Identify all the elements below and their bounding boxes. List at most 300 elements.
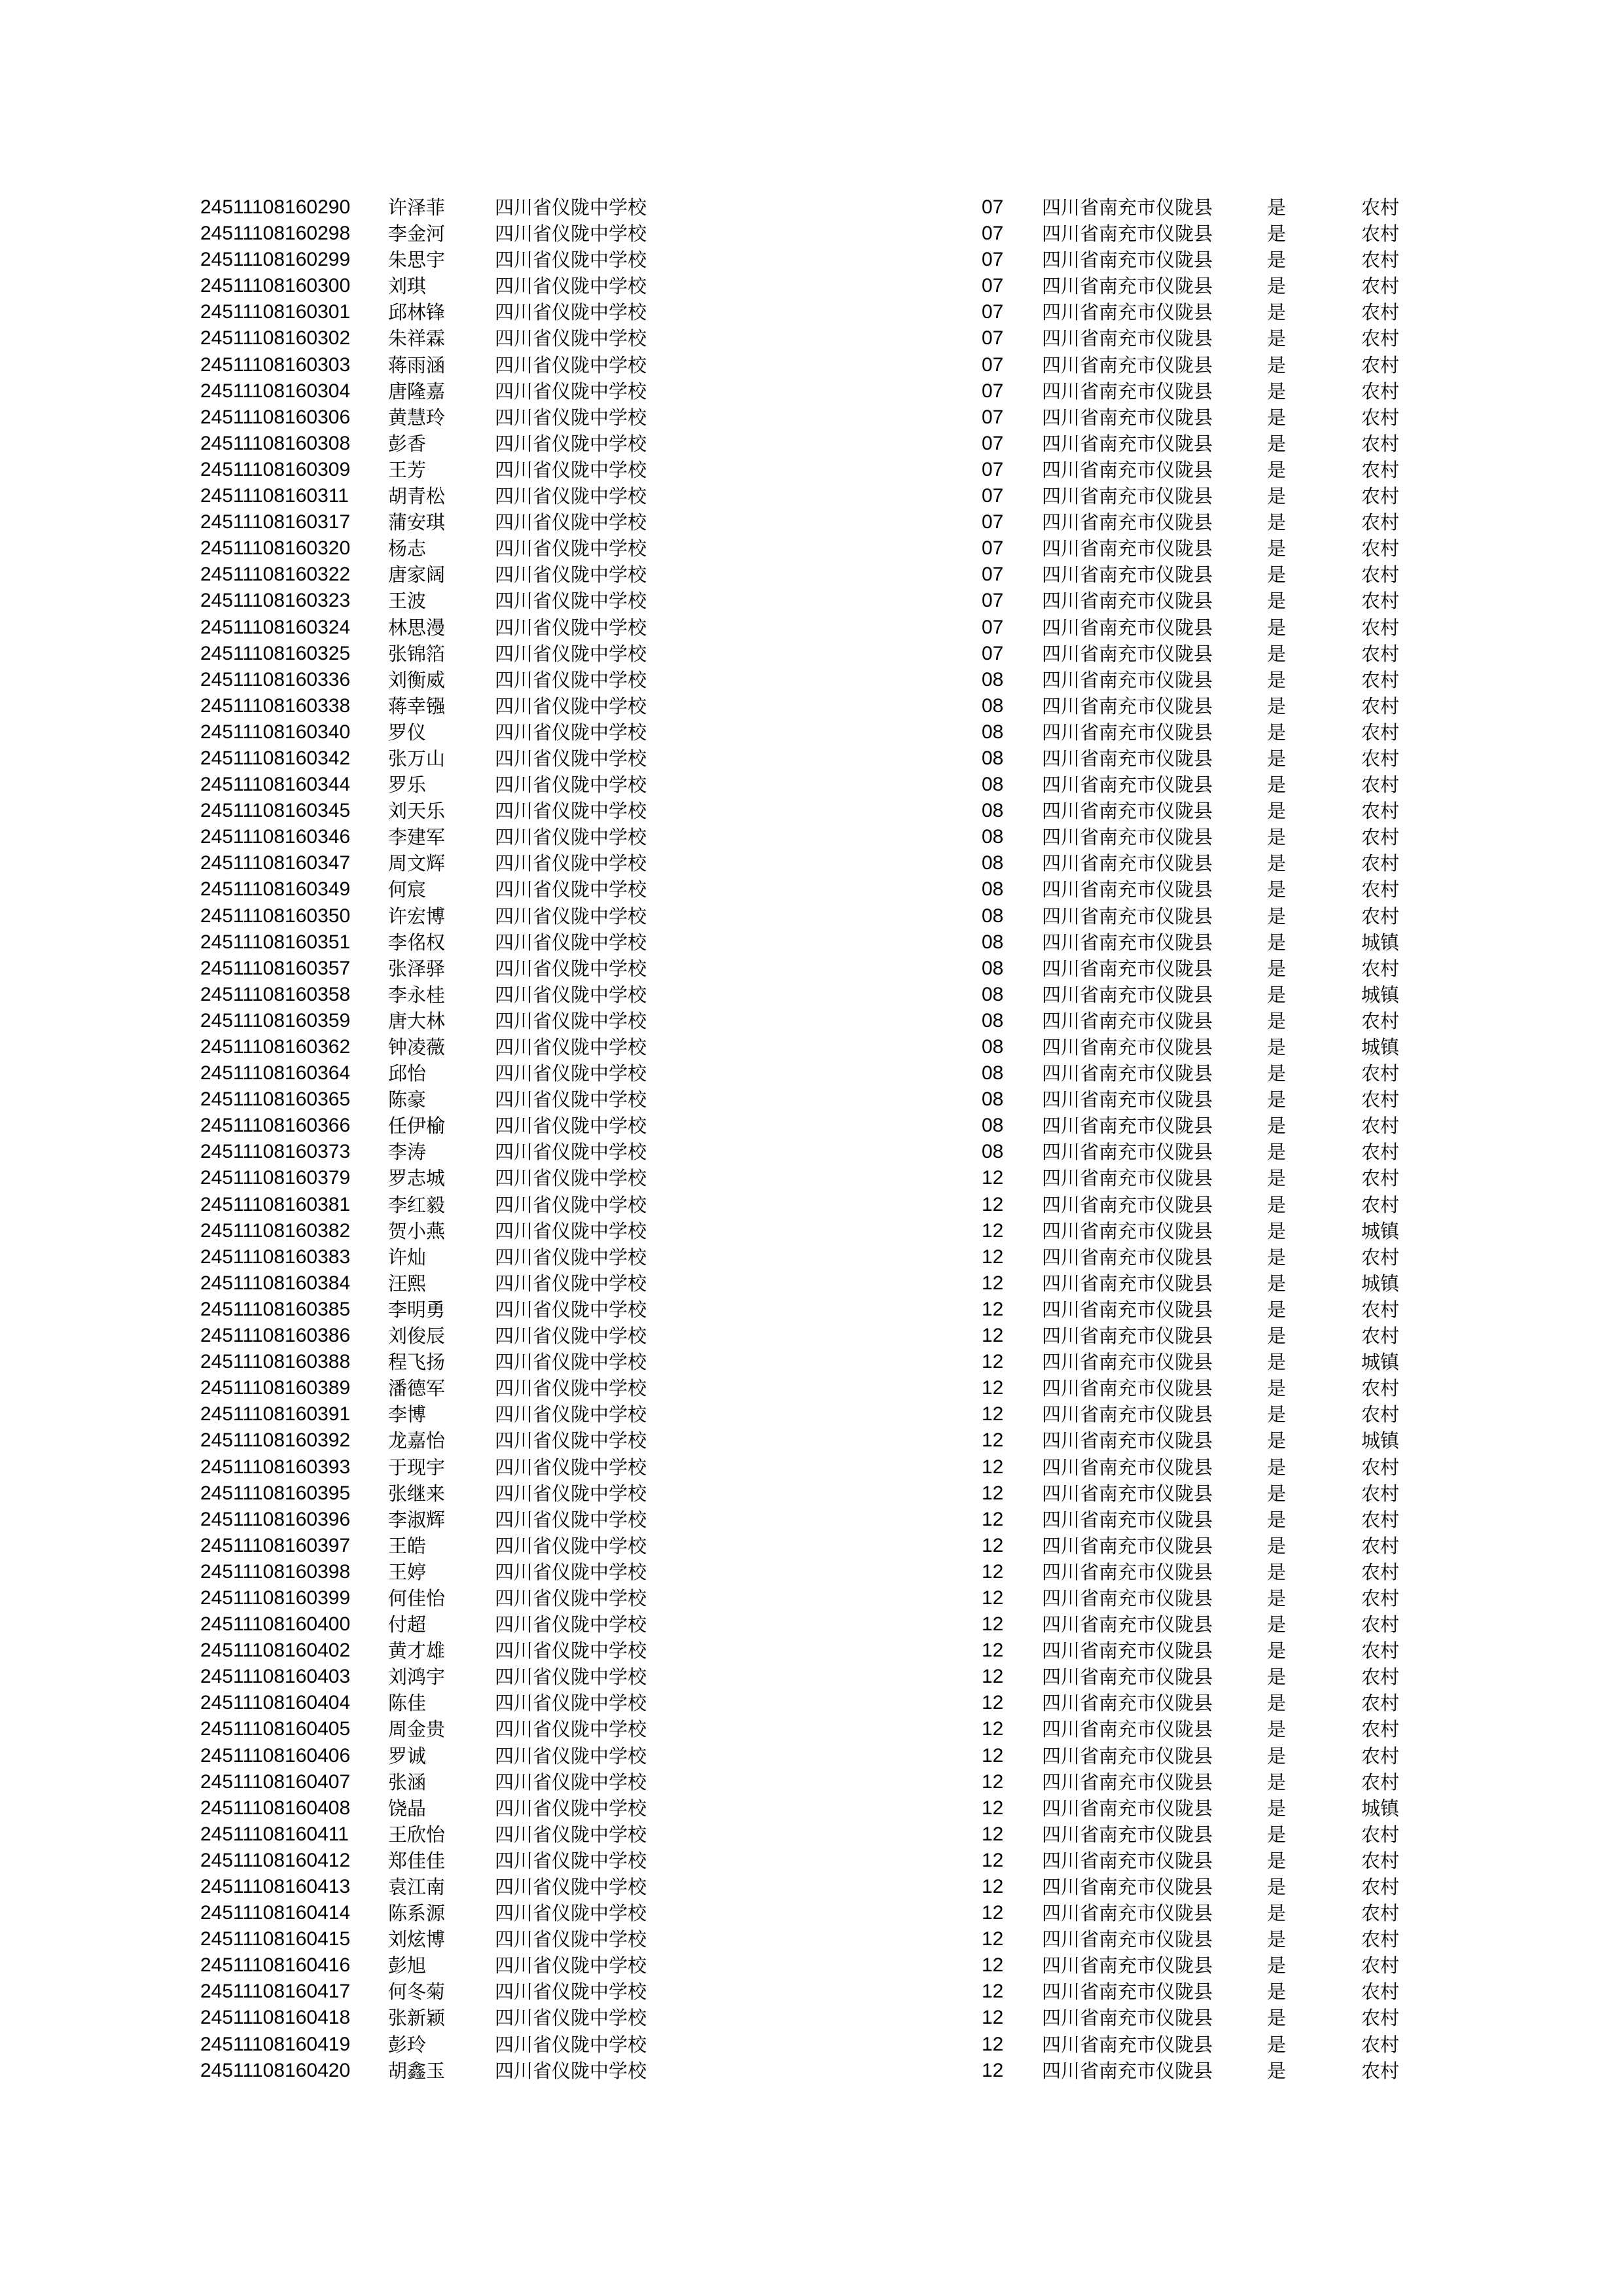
flag-cell: 是 — [1267, 1377, 1287, 1400]
exam-id-cell: 24511108160302 — [200, 327, 351, 350]
flag-cell: 是 — [1267, 826, 1287, 849]
table-row — [0, 1769, 1623, 1795]
class-code-cell: 12 — [982, 1823, 1004, 1845]
residence-type-cell: 农村 — [1361, 590, 1400, 613]
flag-cell: 是 — [1267, 1560, 1287, 1583]
exam-id-cell: 24511108160298 — [200, 223, 351, 245]
residence-type-cell: 农村 — [1361, 747, 1400, 770]
table-row — [0, 1060, 1623, 1086]
residence-type-cell: 农村 — [1361, 223, 1400, 245]
exam-id-cell: 24511108160389 — [200, 1377, 351, 1399]
exam-id-cell: 24511108160325 — [200, 642, 351, 664]
flag-cell: 是 — [1267, 511, 1287, 534]
student-name-cell: 潘德军 — [388, 1377, 446, 1400]
region-cell: 四川省南充市仪陇县 — [1042, 852, 1213, 875]
region-cell: 四川省南充市仪陇县 — [1042, 196, 1213, 219]
residence-type-cell: 农村 — [1361, 1744, 1400, 1767]
flag-cell: 是 — [1267, 1613, 1287, 1636]
school-cell: 四川省仪陇中学校 — [495, 1141, 647, 1164]
exam-id-cell: 24511108160303 — [200, 353, 351, 376]
class-code-cell: 08 — [982, 1115, 1004, 1137]
school-cell: 四川省仪陇中学校 — [495, 511, 647, 534]
region-cell: 四川省南充市仪陇县 — [1042, 1508, 1213, 1531]
exam-id-cell: 24511108160304 — [200, 380, 351, 402]
exam-id-cell: 24511108160300 — [200, 275, 351, 297]
exam-id-cell: 24511108160391 — [200, 1403, 351, 1426]
table-row — [0, 1979, 1623, 2005]
student-name-cell: 唐隆嘉 — [388, 380, 446, 403]
table-row — [0, 1218, 1623, 1244]
residence-type-cell: 农村 — [1361, 1193, 1400, 1216]
exam-id-cell: 24511108160379 — [200, 1167, 351, 1189]
school-cell: 四川省仪陇中学校 — [495, 1167, 647, 1190]
school-cell: 四川省仪陇中学校 — [495, 1272, 647, 1295]
exam-id-cell: 24511108160399 — [200, 1587, 351, 1609]
residence-type-cell: 农村 — [1361, 1534, 1400, 1557]
class-code-cell: 07 — [982, 353, 1004, 376]
region-cell: 四川省南充市仪陇县 — [1042, 747, 1213, 770]
region-cell: 四川省南充市仪陇县 — [1042, 800, 1213, 823]
residence-type-cell: 农村 — [1361, 1246, 1400, 1268]
class-code-cell: 12 — [982, 1482, 1004, 1504]
residence-type-cell: 农村 — [1361, 616, 1400, 639]
class-code-cell: 08 — [982, 721, 1004, 743]
region-cell: 四川省南充市仪陇县 — [1042, 1849, 1213, 1872]
school-cell: 四川省仪陇中学校 — [495, 1981, 647, 2003]
class-code-cell: 08 — [982, 1062, 1004, 1085]
class-code-cell: 07 — [982, 275, 1004, 297]
flag-cell: 是 — [1267, 852, 1287, 875]
school-cell: 四川省仪陇中学校 — [495, 249, 647, 272]
exam-id-cell: 24511108160418 — [200, 2007, 351, 2029]
flag-cell: 是 — [1267, 905, 1287, 927]
table-row — [0, 378, 1623, 404]
residence-type-cell: 农村 — [1361, 1377, 1400, 1400]
exam-id-cell: 24511108160362 — [200, 1036, 351, 1058]
residence-type-cell: 农村 — [1361, 511, 1400, 534]
exam-id-cell: 24511108160324 — [200, 616, 351, 638]
region-cell: 四川省南充市仪陇县 — [1042, 485, 1213, 508]
exam-id-cell: 24511108160381 — [200, 1193, 351, 1215]
class-code-cell: 12 — [982, 1849, 1004, 1871]
school-cell: 四川省仪陇中学校 — [495, 1928, 647, 1951]
table-row — [0, 1585, 1623, 1611]
school-cell: 四川省仪陇中学校 — [495, 1692, 647, 1715]
class-code-cell: 07 — [982, 642, 1004, 664]
class-code-cell: 08 — [982, 905, 1004, 927]
exam-id-cell: 24511108160364 — [200, 1062, 351, 1085]
class-code-cell: 08 — [982, 800, 1004, 822]
exam-id-cell: 24511108160344 — [200, 774, 351, 796]
residence-type-cell: 农村 — [1361, 1954, 1400, 1977]
student-name-cell: 袁江南 — [388, 1876, 446, 1898]
class-code-cell: 12 — [982, 1246, 1004, 1268]
residence-type-cell: 城镇 — [1361, 1036, 1400, 1058]
record-table — [0, 194, 1623, 2084]
school-cell: 四川省仪陇中学校 — [495, 406, 647, 429]
table-row — [0, 1034, 1623, 1060]
student-name-cell: 何冬菊 — [388, 1981, 446, 2003]
residence-type-cell: 农村 — [1361, 1325, 1400, 1348]
exam-id-cell: 24511108160345 — [200, 800, 351, 822]
exam-id-cell: 24511108160413 — [200, 1876, 351, 1897]
table-row — [0, 1926, 1623, 1952]
region-cell: 四川省南充市仪陇县 — [1042, 1298, 1213, 1321]
school-cell: 四川省仪陇中学校 — [495, 957, 647, 980]
flag-cell: 是 — [1267, 1062, 1287, 1085]
flag-cell: 是 — [1267, 1403, 1287, 1426]
flag-cell: 是 — [1267, 1981, 1287, 2003]
student-name-cell: 刘衡威 — [388, 668, 446, 691]
exam-id-cell: 24511108160395 — [200, 1482, 351, 1504]
region-cell: 四川省南充市仪陇县 — [1042, 1640, 1213, 1662]
class-code-cell: 07 — [982, 406, 1004, 428]
flag-cell: 是 — [1267, 774, 1287, 797]
flag-cell: 是 — [1267, 2033, 1287, 2056]
exam-id-cell: 24511108160416 — [200, 1954, 351, 1977]
student-name-cell: 蒲安琪 — [388, 511, 446, 534]
student-name-cell: 李红毅 — [388, 1193, 446, 1216]
class-code-cell: 08 — [982, 957, 1004, 979]
flag-cell: 是 — [1267, 1797, 1287, 1820]
class-code-cell: 08 — [982, 774, 1004, 796]
student-name-cell: 何宸 — [388, 878, 427, 901]
class-code-cell: 12 — [982, 1797, 1004, 1819]
student-name-cell: 张继来 — [388, 1482, 446, 1505]
class-code-cell: 12 — [982, 1560, 1004, 1583]
student-name-cell: 唐家阔 — [388, 564, 446, 586]
class-code-cell: 12 — [982, 1298, 1004, 1320]
school-cell: 四川省仪陇中学校 — [495, 1351, 647, 1374]
region-cell: 四川省南充市仪陇县 — [1042, 668, 1213, 691]
residence-type-cell: 农村 — [1361, 1981, 1400, 2003]
exam-id-cell: 24511108160414 — [200, 1902, 351, 1924]
student-name-cell: 陈佳 — [388, 1692, 427, 1715]
exam-id-cell: 24511108160406 — [200, 1744, 351, 1767]
class-code-cell: 07 — [982, 537, 1004, 560]
school-cell: 四川省仪陇中学校 — [495, 458, 647, 481]
student-name-cell: 李涛 — [388, 1141, 427, 1164]
class-code-cell: 12 — [982, 1351, 1004, 1373]
school-cell: 四川省仪陇中学校 — [495, 1298, 647, 1321]
table-row — [0, 194, 1623, 221]
residence-type-cell: 农村 — [1361, 301, 1400, 324]
student-name-cell: 李佲权 — [388, 931, 446, 954]
student-name-cell: 蒋幸镪 — [388, 694, 446, 717]
exam-id-cell: 24511108160323 — [200, 590, 351, 612]
table-row — [0, 404, 1623, 431]
region-cell: 四川省南充市仪陇县 — [1042, 537, 1213, 560]
region-cell: 四川省南充市仪陇县 — [1042, 1141, 1213, 1164]
residence-type-cell: 农村 — [1361, 564, 1400, 586]
exam-id-cell: 24511108160408 — [200, 1797, 351, 1819]
class-code-cell: 08 — [982, 1088, 1004, 1111]
school-cell: 四川省仪陇中学校 — [495, 2059, 647, 2082]
student-name-cell: 刘鸿宇 — [388, 1666, 446, 1689]
flag-cell: 是 — [1267, 1587, 1287, 1609]
residence-type-cell: 农村 — [1361, 1560, 1400, 1583]
table-row — [0, 798, 1623, 824]
region-cell: 四川省南充市仪陇县 — [1042, 1718, 1213, 1741]
class-code-cell: 08 — [982, 931, 1004, 953]
student-name-cell: 张涵 — [388, 1770, 427, 1793]
region-cell: 四川省南充市仪陇县 — [1042, 826, 1213, 849]
student-name-cell: 彭香 — [388, 432, 427, 455]
class-code-cell: 12 — [982, 1928, 1004, 1950]
school-cell: 四川省仪陇中学校 — [495, 223, 647, 245]
flag-cell: 是 — [1267, 800, 1287, 823]
flag-cell: 是 — [1267, 878, 1287, 901]
region-cell: 四川省南充市仪陇县 — [1042, 275, 1213, 298]
table-row — [0, 772, 1623, 798]
student-name-cell: 张锦箔 — [388, 642, 446, 665]
school-cell: 四川省仪陇中学校 — [495, 931, 647, 954]
student-name-cell: 刘琪 — [388, 275, 427, 298]
residence-type-cell: 农村 — [1361, 1009, 1400, 1032]
school-cell: 四川省仪陇中学校 — [495, 1954, 647, 1977]
residence-type-cell: 农村 — [1361, 1115, 1400, 1138]
student-name-cell: 许泽菲 — [388, 196, 446, 219]
table-row — [0, 431, 1623, 457]
flag-cell: 是 — [1267, 1508, 1287, 1531]
residence-type-cell: 农村 — [1361, 668, 1400, 691]
school-cell: 四川省仪陇中学校 — [495, 694, 647, 717]
class-code-cell: 12 — [982, 1272, 1004, 1294]
region-cell: 四川省南充市仪陇县 — [1042, 1613, 1213, 1636]
school-cell: 四川省仪陇中学校 — [495, 1640, 647, 1662]
table-row — [0, 1008, 1623, 1034]
exam-id-cell: 24511108160392 — [200, 1429, 351, 1452]
school-cell: 四川省仪陇中学校 — [495, 1062, 647, 1085]
exam-id-cell: 24511108160322 — [200, 564, 351, 586]
residence-type-cell: 农村 — [1361, 1062, 1400, 1085]
flag-cell: 是 — [1267, 406, 1287, 429]
residence-type-cell: 农村 — [1361, 2059, 1400, 2082]
table-row — [0, 1297, 1623, 1323]
school-cell: 四川省仪陇中学校 — [495, 616, 647, 639]
student-name-cell: 朱思宇 — [388, 249, 446, 272]
class-code-cell: 07 — [982, 485, 1004, 507]
region-cell: 四川省南充市仪陇县 — [1042, 1876, 1213, 1898]
school-cell: 四川省仪陇中学校 — [495, 642, 647, 665]
exam-id-cell: 24511108160317 — [200, 511, 351, 533]
region-cell: 四川省南充市仪陇县 — [1042, 1325, 1213, 1348]
exam-id-cell: 24511108160382 — [200, 1219, 351, 1242]
flag-cell: 是 — [1267, 353, 1287, 376]
residence-type-cell: 农村 — [1361, 1298, 1400, 1321]
residence-type-cell: 农村 — [1361, 432, 1400, 455]
student-name-cell: 李建军 — [388, 826, 446, 849]
student-name-cell: 程飞扬 — [388, 1351, 446, 1374]
table-row — [0, 982, 1623, 1008]
school-cell: 四川省仪陇中学校 — [495, 1403, 647, 1426]
region-cell: 四川省南充市仪陇县 — [1042, 694, 1213, 717]
school-cell: 四川省仪陇中学校 — [495, 1613, 647, 1636]
flag-cell: 是 — [1267, 642, 1287, 665]
region-cell: 四川省南充市仪陇县 — [1042, 432, 1213, 455]
school-cell: 四川省仪陇中学校 — [495, 2007, 647, 2030]
region-cell: 四川省南充市仪陇县 — [1042, 380, 1213, 403]
school-cell: 四川省仪陇中学校 — [495, 1115, 647, 1138]
exam-id-cell: 24511108160301 — [200, 301, 351, 323]
region-cell: 四川省南充市仪陇县 — [1042, 1666, 1213, 1689]
residence-type-cell: 农村 — [1361, 1508, 1400, 1531]
flag-cell: 是 — [1267, 1482, 1287, 1505]
table-row — [0, 1349, 1623, 1375]
class-code-cell: 08 — [982, 983, 1004, 1005]
flag-cell: 是 — [1267, 1902, 1287, 1925]
exam-id-cell: 24511108160417 — [200, 1981, 351, 2003]
school-cell: 四川省仪陇中学校 — [495, 1560, 647, 1583]
exam-id-cell: 24511108160403 — [200, 1666, 351, 1688]
student-name-cell: 胡青松 — [388, 485, 446, 508]
exam-id-cell: 24511108160359 — [200, 1009, 351, 1031]
class-code-cell: 07 — [982, 511, 1004, 533]
student-name-cell: 付超 — [388, 1613, 427, 1636]
class-code-cell: 12 — [982, 1692, 1004, 1714]
residence-type-cell: 农村 — [1361, 249, 1400, 272]
residence-type-cell: 农村 — [1361, 826, 1400, 849]
table-row — [0, 1270, 1623, 1297]
table-row — [0, 457, 1623, 483]
residence-type-cell: 农村 — [1361, 1088, 1400, 1111]
student-name-cell: 刘俊辰 — [388, 1325, 446, 1348]
class-code-cell: 12 — [982, 1587, 1004, 1609]
class-code-cell: 12 — [982, 1167, 1004, 1189]
flag-cell: 是 — [1267, 485, 1287, 508]
residence-type-cell: 农村 — [1361, 2033, 1400, 2056]
region-cell: 四川省南充市仪陇县 — [1042, 223, 1213, 245]
class-code-cell: 12 — [982, 1429, 1004, 1452]
region-cell: 四川省南充市仪陇县 — [1042, 1770, 1213, 1793]
flag-cell: 是 — [1267, 1141, 1287, 1164]
region-cell: 四川省南充市仪陇县 — [1042, 2059, 1213, 2082]
school-cell: 四川省仪陇中学校 — [495, 1823, 647, 1846]
class-code-cell: 08 — [982, 1036, 1004, 1058]
flag-cell: 是 — [1267, 301, 1287, 324]
flag-cell: 是 — [1267, 1325, 1287, 1348]
exam-id-cell: 24511108160388 — [200, 1351, 351, 1373]
class-code-cell: 07 — [982, 380, 1004, 402]
region-cell: 四川省南充市仪陇县 — [1042, 1219, 1213, 1242]
exam-id-cell: 24511108160398 — [200, 1560, 351, 1583]
flag-cell: 是 — [1267, 590, 1287, 613]
flag-cell: 是 — [1267, 721, 1287, 744]
school-cell: 四川省仪陇中学校 — [495, 1849, 647, 1872]
class-code-cell: 12 — [982, 1508, 1004, 1530]
class-code-cell: 12 — [982, 1666, 1004, 1688]
flag-cell: 是 — [1267, 327, 1287, 350]
class-code-cell: 12 — [982, 1718, 1004, 1740]
flag-cell: 是 — [1267, 1009, 1287, 1032]
table-row — [0, 483, 1623, 509]
student-name-cell: 邱林锋 — [388, 301, 446, 324]
flag-cell: 是 — [1267, 931, 1287, 954]
class-code-cell: 12 — [982, 2007, 1004, 2029]
student-name-cell: 刘天乐 — [388, 800, 446, 823]
table-row — [0, 1244, 1623, 1270]
student-name-cell: 王婷 — [388, 1560, 427, 1583]
class-code-cell: 08 — [982, 1009, 1004, 1031]
table-row — [0, 1795, 1623, 1821]
residence-type-cell: 农村 — [1361, 1587, 1400, 1609]
table-row — [0, 2058, 1623, 2084]
table-row — [0, 824, 1623, 850]
exam-id-cell: 24511108160299 — [200, 249, 351, 271]
residence-type-cell: 农村 — [1361, 721, 1400, 744]
residence-type-cell: 城镇 — [1361, 983, 1400, 1006]
student-name-cell: 罗诚 — [388, 1744, 427, 1767]
flag-cell: 是 — [1267, 1272, 1287, 1295]
region-cell: 四川省南充市仪陇县 — [1042, 1534, 1213, 1557]
flag-cell: 是 — [1267, 275, 1287, 298]
student-name-cell: 李淑辉 — [388, 1508, 446, 1531]
flag-cell: 是 — [1267, 1849, 1287, 1872]
student-name-cell: 陈豪 — [388, 1088, 427, 1111]
class-code-cell: 08 — [982, 878, 1004, 901]
table-row — [0, 1664, 1623, 1690]
table-row — [0, 325, 1623, 351]
class-code-cell: 12 — [982, 1770, 1004, 1793]
table-row — [0, 1874, 1623, 1900]
school-cell: 四川省仪陇中学校 — [495, 1456, 647, 1479]
residence-type-cell: 农村 — [1361, 406, 1400, 429]
exam-id-cell: 24511108160349 — [200, 878, 351, 901]
region-cell: 四川省南充市仪陇县 — [1042, 2033, 1213, 2056]
school-cell: 四川省仪陇中学校 — [495, 275, 647, 298]
table-row — [0, 1454, 1623, 1480]
student-name-cell: 杨志 — [388, 537, 427, 560]
region-cell: 四川省南充市仪陇县 — [1042, 353, 1213, 376]
table-row — [0, 667, 1623, 693]
residence-type-cell: 农村 — [1361, 1640, 1400, 1662]
table-row — [0, 2032, 1623, 2058]
flag-cell: 是 — [1267, 1351, 1287, 1374]
table-row — [0, 641, 1623, 667]
flag-cell: 是 — [1267, 380, 1287, 403]
student-name-cell: 许灿 — [388, 1246, 427, 1268]
region-cell: 四川省南充市仪陇县 — [1042, 721, 1213, 744]
flag-cell: 是 — [1267, 249, 1287, 272]
region-cell: 四川省南充市仪陇县 — [1042, 1981, 1213, 2003]
table-row — [0, 588, 1623, 614]
school-cell: 四川省仪陇中学校 — [495, 878, 647, 901]
school-cell: 四川省仪陇中学校 — [495, 196, 647, 219]
table-row — [0, 1533, 1623, 1559]
school-cell: 四川省仪陇中学校 — [495, 1193, 647, 1216]
student-name-cell: 许宏博 — [388, 905, 446, 927]
region-cell: 四川省南充市仪陇县 — [1042, 1692, 1213, 1715]
region-cell: 四川省南充市仪陇县 — [1042, 983, 1213, 1006]
class-code-cell: 08 — [982, 826, 1004, 848]
flag-cell: 是 — [1267, 2059, 1287, 2082]
flag-cell: 是 — [1267, 1534, 1287, 1557]
table-row — [0, 221, 1623, 247]
table-row — [0, 1559, 1623, 1585]
exam-id-cell: 24511108160412 — [200, 1849, 351, 1871]
region-cell: 四川省南充市仪陇县 — [1042, 1744, 1213, 1767]
student-name-cell: 陈系源 — [388, 1902, 446, 1925]
student-name-cell: 饶晶 — [388, 1797, 427, 1820]
student-name-cell: 于现宇 — [388, 1456, 446, 1479]
exam-id-cell: 24511108160415 — [200, 1928, 351, 1950]
flag-cell: 是 — [1267, 1429, 1287, 1452]
exam-id-cell: 24511108160338 — [200, 694, 351, 717]
flag-cell: 是 — [1267, 1036, 1287, 1058]
school-cell: 四川省仪陇中学校 — [495, 1797, 647, 1820]
school-cell: 四川省仪陇中学校 — [495, 905, 647, 927]
school-cell: 四川省仪陇中学校 — [495, 1482, 647, 1505]
